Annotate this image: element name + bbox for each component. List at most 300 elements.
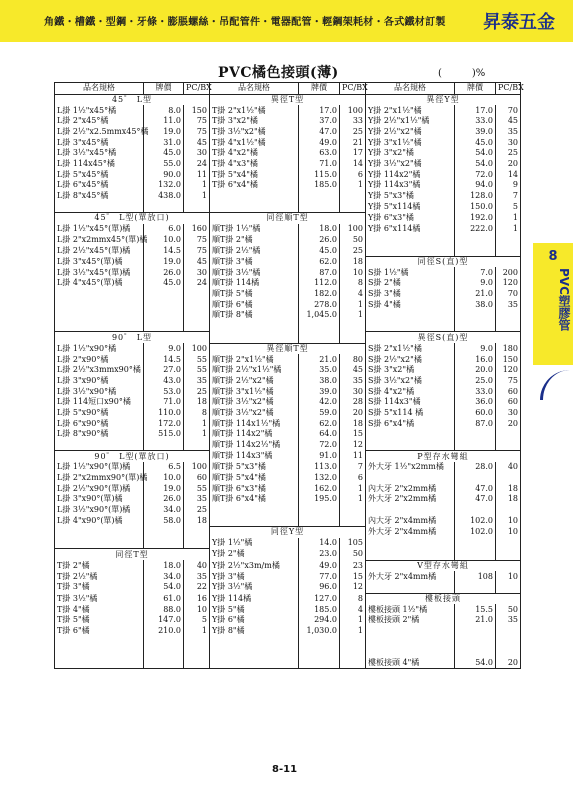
item-name: S掛 2½"x2"橘 bbox=[366, 354, 455, 365]
item-price: 45.0 bbox=[299, 245, 340, 256]
item-name: Y掛 6"x3"橘 bbox=[366, 213, 455, 224]
item-pack: 24 bbox=[184, 159, 210, 170]
item-name: 順T掛 114橘 bbox=[210, 278, 299, 289]
item-price: 38.0 bbox=[299, 376, 340, 387]
empty-cell bbox=[184, 647, 210, 658]
item-name: L掛 6"x90°橘 bbox=[55, 418, 144, 429]
item-pack: 35 bbox=[184, 494, 210, 505]
item-pack: 105 bbox=[340, 538, 366, 549]
item-name: 順T掛 3½"x2"橘 bbox=[210, 408, 299, 419]
item-name bbox=[366, 245, 455, 256]
item-price: 42.0 bbox=[299, 397, 340, 408]
item-price: 294.0 bbox=[299, 615, 340, 626]
table-row bbox=[55, 201, 521, 212]
item-name: 順T掛 2"橘 bbox=[210, 234, 299, 245]
item-price: 45.0 bbox=[144, 148, 184, 159]
item-name: Y掛 2½"x1½"橘 bbox=[366, 116, 455, 127]
item-price: 115.0 bbox=[299, 169, 340, 180]
item-pack: 20 bbox=[496, 159, 521, 170]
item-name: T掛 5"x4"橘 bbox=[210, 169, 299, 180]
empty-cell bbox=[299, 658, 340, 669]
item-pack: 1 bbox=[340, 626, 366, 637]
table-row bbox=[55, 560, 521, 571]
item-price bbox=[144, 321, 184, 332]
section-heading: 異徑Y型 bbox=[366, 94, 521, 105]
table-row bbox=[55, 332, 521, 343]
item-price: 147.0 bbox=[144, 615, 184, 626]
item-pack: 4 bbox=[340, 289, 366, 300]
item-pack: 50 bbox=[496, 604, 521, 615]
table-row bbox=[55, 343, 521, 354]
item-price: 16.0 bbox=[455, 354, 496, 365]
item-name: S掛 6"x4"橘 bbox=[366, 418, 455, 429]
item-name: 順T掛 114x3"橘 bbox=[210, 451, 299, 462]
item-pack: 35 bbox=[496, 299, 521, 310]
item-name bbox=[366, 321, 455, 332]
item-name: T掛 3"x2"橘 bbox=[210, 116, 299, 127]
item-price: 20.0 bbox=[455, 365, 496, 376]
section-tab bbox=[533, 243, 573, 365]
item-pack: 21 bbox=[340, 137, 366, 148]
item-name bbox=[366, 429, 455, 440]
table-row bbox=[55, 289, 521, 300]
empty-cell bbox=[184, 636, 210, 647]
item-price: 185.0 bbox=[299, 604, 340, 615]
item-price: 58.0 bbox=[144, 515, 184, 526]
item-price: 6.0 bbox=[144, 224, 184, 235]
item-pack bbox=[496, 310, 521, 321]
item-price: 34.0 bbox=[144, 571, 184, 582]
item-price: 14.5 bbox=[144, 245, 184, 256]
item-pack: 25 bbox=[340, 127, 366, 138]
item-name bbox=[55, 310, 144, 321]
item-pack: 28 bbox=[340, 397, 366, 408]
item-price: 19.0 bbox=[144, 127, 184, 138]
item-name bbox=[210, 515, 299, 526]
item-name: L掛 5"x90°橘 bbox=[55, 408, 144, 419]
section-number: 8 bbox=[548, 249, 558, 264]
item-pack: 100 bbox=[184, 343, 210, 354]
header-name: 品名規格 bbox=[210, 83, 299, 95]
item-pack: 25 bbox=[340, 245, 366, 256]
item-price bbox=[299, 515, 340, 526]
item-price: 77.0 bbox=[299, 571, 340, 582]
item-pack: 18 bbox=[184, 515, 210, 526]
item-pack: 60 bbox=[496, 386, 521, 397]
item-pack bbox=[496, 234, 521, 245]
item-name bbox=[366, 538, 455, 549]
item-pack: 11 bbox=[340, 451, 366, 462]
item-pack: 30 bbox=[496, 408, 521, 419]
item-name: T掛 2½"橘 bbox=[55, 571, 144, 582]
item-price bbox=[144, 538, 184, 549]
item-price: 17.0 bbox=[299, 105, 340, 116]
item-price: 11.0 bbox=[144, 116, 184, 127]
table-row bbox=[55, 626, 521, 637]
item-pack bbox=[496, 538, 521, 549]
item-price: 108 bbox=[455, 571, 496, 582]
table-row bbox=[55, 647, 521, 658]
item-price: 38.0 bbox=[455, 299, 496, 310]
item-pack: 60 bbox=[496, 397, 521, 408]
section-heading: 同徑S(直)型 bbox=[366, 256, 521, 267]
table-row bbox=[55, 658, 521, 669]
item-pack: 20 bbox=[340, 408, 366, 419]
item-pack bbox=[184, 310, 210, 321]
section-heading: 樓板接頭 bbox=[366, 593, 521, 604]
item-pack: 24 bbox=[184, 278, 210, 289]
item-name: L掛 3½"x90°橘 bbox=[55, 386, 144, 397]
item-name: T掛 2"橘 bbox=[55, 560, 144, 571]
item-name bbox=[210, 201, 299, 212]
item-name: L掛 6"x45°橘 bbox=[55, 180, 144, 191]
brand-name: 昇泰五金 bbox=[483, 12, 555, 33]
item-price bbox=[455, 234, 496, 245]
item-name: S掛 4"橘 bbox=[366, 299, 455, 310]
item-pack: 18 bbox=[340, 418, 366, 429]
item-name: L掛 3½"x90°(單)橘 bbox=[55, 505, 144, 516]
item-pack: 60 bbox=[184, 473, 210, 484]
item-pack: 14 bbox=[340, 159, 366, 170]
section-heading: P型存水彎組 bbox=[366, 451, 521, 462]
item-price: 26.0 bbox=[299, 234, 340, 245]
item-pack: 9 bbox=[496, 180, 521, 191]
item-name: 順T掛 2½"x2"橘 bbox=[210, 376, 299, 387]
item-name: 順T掛 6"橘 bbox=[210, 299, 299, 310]
item-name: Y掛 3½"橘 bbox=[210, 582, 299, 593]
item-name bbox=[366, 626, 455, 637]
item-pack: 12 bbox=[340, 440, 366, 451]
item-price: 278.0 bbox=[299, 299, 340, 310]
item-name: L掛 2"x90°橘 bbox=[55, 354, 144, 365]
item-name: T掛 3½"橘 bbox=[55, 593, 144, 604]
table-row bbox=[55, 169, 521, 180]
price-table-body bbox=[55, 83, 524, 669]
header-pack: PC/BX bbox=[184, 83, 210, 95]
item-pack: 11 bbox=[184, 169, 210, 180]
item-price bbox=[455, 473, 496, 484]
item-price: 26.0 bbox=[144, 267, 184, 278]
item-price: 54.0 bbox=[455, 148, 496, 159]
item-name: Y掛 3½"x2"橘 bbox=[366, 159, 455, 170]
empty-cell bbox=[340, 647, 366, 658]
item-name: L掛 3"x45°(單)橘 bbox=[55, 256, 144, 267]
item-name: S掛 3"橘 bbox=[366, 289, 455, 300]
table-row bbox=[55, 137, 521, 148]
item-name: Y掛 2"x1½"橘 bbox=[366, 105, 455, 116]
item-name: 順T掛 6"x3"橘 bbox=[210, 483, 299, 494]
item-price bbox=[144, 527, 184, 538]
table-row bbox=[55, 571, 521, 582]
table-row bbox=[55, 604, 521, 615]
item-pack: 20 bbox=[496, 418, 521, 429]
item-pack: 30 bbox=[340, 386, 366, 397]
section-heading: 45゜ L型 bbox=[55, 94, 210, 105]
table-row bbox=[55, 234, 521, 245]
table-row bbox=[55, 451, 521, 462]
item-pack bbox=[496, 549, 521, 560]
item-pack: 30 bbox=[184, 148, 210, 159]
item-price: 7.0 bbox=[455, 267, 496, 278]
header-name: 品名規格 bbox=[366, 83, 455, 95]
item-price: 21.0 bbox=[455, 289, 496, 300]
item-price: 195.0 bbox=[299, 494, 340, 505]
table-row bbox=[55, 256, 521, 267]
item-pack bbox=[496, 473, 521, 484]
item-pack: 70 bbox=[496, 289, 521, 300]
table-row bbox=[55, 386, 521, 397]
item-pack: 120 bbox=[496, 365, 521, 376]
item-price: 14.0 bbox=[299, 538, 340, 549]
empty-cell bbox=[340, 658, 366, 669]
item-price bbox=[299, 332, 340, 343]
item-pack: 35 bbox=[340, 376, 366, 387]
item-name: L掛 4"x90°(單)橘 bbox=[55, 515, 144, 526]
item-pack: 15 bbox=[340, 571, 366, 582]
item-price: 222.0 bbox=[455, 224, 496, 235]
item-pack: 1 bbox=[184, 429, 210, 440]
item-pack: 7 bbox=[496, 191, 521, 202]
table-row bbox=[55, 94, 521, 105]
section-heading: 同徑Y型 bbox=[210, 527, 366, 538]
item-price: 49.0 bbox=[299, 560, 340, 571]
item-name bbox=[210, 332, 299, 343]
item-price bbox=[299, 505, 340, 516]
item-price: 21.0 bbox=[455, 615, 496, 626]
item-price bbox=[455, 538, 496, 549]
item-pack: 80 bbox=[340, 354, 366, 365]
item-price: 47.0 bbox=[299, 127, 340, 138]
empty-cell bbox=[210, 658, 299, 669]
item-pack: 200 bbox=[496, 267, 521, 278]
empty-cell bbox=[144, 636, 184, 647]
item-name: 順T掛 8"橘 bbox=[210, 310, 299, 321]
item-pack bbox=[496, 647, 521, 658]
item-pack: 1 bbox=[340, 310, 366, 321]
item-pack: 35 bbox=[496, 615, 521, 626]
item-pack: 25 bbox=[496, 148, 521, 159]
item-price: 31.0 bbox=[144, 137, 184, 148]
item-pack bbox=[496, 321, 521, 332]
header-pack: PC/BX bbox=[496, 83, 521, 95]
item-pack: 25 bbox=[184, 505, 210, 516]
item-name: T掛 4"x2"橘 bbox=[210, 148, 299, 159]
item-name: 順T掛 3"x1½"橘 bbox=[210, 386, 299, 397]
item-price: 60.0 bbox=[455, 408, 496, 419]
item-pack: 40 bbox=[184, 560, 210, 571]
item-name: 順T掛 3½"x2"橘 bbox=[210, 397, 299, 408]
item-name: L掛 114短口x90°橘 bbox=[55, 397, 144, 408]
item-price: 23.0 bbox=[299, 549, 340, 560]
item-name bbox=[366, 647, 455, 658]
item-price: 33.0 bbox=[455, 116, 496, 127]
item-name: L掛 3½"x45°橘 bbox=[55, 148, 144, 159]
section-heading: 45゜ L型(單放口) bbox=[55, 213, 210, 224]
item-name: Y掛 114x2"橘 bbox=[366, 169, 455, 180]
item-price: 47.0 bbox=[455, 494, 496, 505]
item-price bbox=[455, 582, 496, 593]
item-pack bbox=[184, 321, 210, 332]
item-price: 182.0 bbox=[299, 289, 340, 300]
item-name: S掛 3½"x2"橘 bbox=[366, 376, 455, 387]
item-price: 62.0 bbox=[299, 418, 340, 429]
item-price: 9.0 bbox=[455, 278, 496, 289]
item-pack: 18 bbox=[496, 483, 521, 494]
item-price: 96.0 bbox=[299, 582, 340, 593]
item-name: Y掛 1½"橘 bbox=[210, 538, 299, 549]
item-price: 45.0 bbox=[144, 278, 184, 289]
item-price: 128.0 bbox=[455, 191, 496, 202]
item-name: Y掛 6"x114橘 bbox=[366, 224, 455, 235]
table-row bbox=[55, 615, 521, 626]
item-price: 63.0 bbox=[299, 148, 340, 159]
item-price bbox=[144, 201, 184, 212]
item-pack: 150 bbox=[496, 354, 521, 365]
table-row bbox=[55, 224, 521, 235]
item-pack: 45 bbox=[184, 256, 210, 267]
item-name: 外大牙 2"x4mm橘 bbox=[366, 571, 455, 582]
empty-cell bbox=[184, 658, 210, 669]
item-pack bbox=[496, 505, 521, 516]
item-price: 17.0 bbox=[455, 105, 496, 116]
item-pack: 35 bbox=[184, 376, 210, 387]
item-price: 102.0 bbox=[455, 515, 496, 526]
table-row bbox=[55, 105, 521, 116]
table-row bbox=[55, 515, 521, 526]
item-price: 43.0 bbox=[144, 376, 184, 387]
item-pack: 30 bbox=[496, 137, 521, 148]
item-price bbox=[455, 321, 496, 332]
item-pack: 7 bbox=[340, 462, 366, 473]
item-name: L掛 2"x2mmx45°(單)橘 bbox=[55, 234, 144, 245]
table-row bbox=[55, 213, 521, 224]
item-pack: 1 bbox=[184, 626, 210, 637]
item-name: S掛 4"x2"橘 bbox=[366, 386, 455, 397]
section-heading: 同徑T型 bbox=[55, 549, 210, 560]
item-price: 9.0 bbox=[144, 343, 184, 354]
item-name: Y掛 2½"x2"橘 bbox=[366, 127, 455, 138]
item-pack: 8 bbox=[340, 593, 366, 604]
item-name bbox=[366, 310, 455, 321]
header-name: 品名規格 bbox=[55, 83, 144, 95]
table-row bbox=[55, 321, 521, 332]
section-heading: 異徑T型 bbox=[210, 94, 366, 105]
table-row bbox=[55, 116, 521, 127]
empty-cell bbox=[55, 647, 144, 658]
item-pack: 17 bbox=[340, 148, 366, 159]
item-pack: 75 bbox=[184, 116, 210, 127]
table-row bbox=[55, 505, 521, 516]
item-pack bbox=[496, 582, 521, 593]
item-price: 33.0 bbox=[455, 386, 496, 397]
item-price bbox=[144, 310, 184, 321]
item-price: 15.5 bbox=[455, 604, 496, 615]
item-pack: 16 bbox=[184, 593, 210, 604]
item-name: 內大牙 2"x4mm橘 bbox=[366, 515, 455, 526]
item-pack bbox=[340, 191, 366, 202]
item-price bbox=[455, 636, 496, 647]
item-name: T掛 3"橘 bbox=[55, 582, 144, 593]
item-name: L掛 3"x45°橘 bbox=[55, 137, 144, 148]
item-name bbox=[366, 234, 455, 245]
item-name: L掛 1½"x45°(單)橘 bbox=[55, 224, 144, 235]
section-label: PVC塑膠管 bbox=[557, 268, 571, 331]
item-name: 順T掛 114x2½"橘 bbox=[210, 440, 299, 451]
item-name: L掛 3½"x45°(單)橘 bbox=[55, 267, 144, 278]
item-name bbox=[55, 289, 144, 300]
item-name: 外大牙 2"x4mm橘 bbox=[366, 527, 455, 538]
discount-open: ( bbox=[438, 68, 442, 79]
item-price bbox=[299, 201, 340, 212]
item-name: 順T掛 2½"橘 bbox=[210, 245, 299, 256]
table-row bbox=[55, 593, 521, 604]
item-name: Y掛 5"橘 bbox=[210, 604, 299, 615]
item-price: 132.0 bbox=[299, 473, 340, 484]
item-pack: 10 bbox=[496, 527, 521, 538]
item-price: 71.0 bbox=[299, 159, 340, 170]
empty-cell bbox=[299, 636, 340, 647]
item-pack: 75 bbox=[496, 376, 521, 387]
item-pack: 1 bbox=[340, 494, 366, 505]
item-price: 18.0 bbox=[299, 224, 340, 235]
item-pack: 35 bbox=[184, 571, 210, 582]
header-price: 牌價 bbox=[299, 83, 340, 95]
item-name: 順T掛 5"橘 bbox=[210, 289, 299, 300]
item-pack bbox=[496, 626, 521, 637]
item-name bbox=[55, 527, 144, 538]
page-title: PVC橘色接頭(薄) bbox=[218, 65, 339, 81]
item-price: 54.0 bbox=[455, 658, 496, 669]
item-name: T掛 5"橘 bbox=[55, 615, 144, 626]
item-price: 438.0 bbox=[144, 191, 184, 202]
item-price: 87.0 bbox=[299, 267, 340, 278]
table-row bbox=[55, 462, 521, 473]
table-row bbox=[55, 267, 521, 278]
item-price: 9.0 bbox=[455, 343, 496, 354]
item-pack: 10 bbox=[184, 604, 210, 615]
item-name: L掛 1½"x90°橘 bbox=[55, 343, 144, 354]
item-pack: 1 bbox=[340, 483, 366, 494]
item-pack: 55 bbox=[184, 483, 210, 494]
item-name: L掛 2½"x90°(單)橘 bbox=[55, 483, 144, 494]
item-price bbox=[299, 191, 340, 202]
item-price bbox=[455, 245, 496, 256]
item-pack: 100 bbox=[340, 105, 366, 116]
item-price: 162.0 bbox=[299, 483, 340, 494]
table-row bbox=[55, 354, 521, 365]
item-name: L掛 1½"x90°(單)橘 bbox=[55, 462, 144, 473]
item-pack: 1 bbox=[340, 615, 366, 626]
item-price bbox=[455, 626, 496, 637]
item-pack: 1 bbox=[184, 418, 210, 429]
item-name: 樓板接頭 1½"橘 bbox=[366, 604, 455, 615]
item-pack: 15 bbox=[340, 429, 366, 440]
item-name: S掛 114x3"橘 bbox=[366, 397, 455, 408]
item-price: 102.0 bbox=[455, 527, 496, 538]
item-name: L掛 2"x2mmx90°(單)橘 bbox=[55, 473, 144, 484]
item-pack: 18 bbox=[184, 397, 210, 408]
item-price bbox=[455, 310, 496, 321]
item-price: 1,045.0 bbox=[299, 310, 340, 321]
item-price: 14.5 bbox=[144, 354, 184, 365]
item-price: 47.0 bbox=[455, 483, 496, 494]
item-price: 35.0 bbox=[299, 365, 340, 376]
item-name: L掛 2"x45°橘 bbox=[55, 116, 144, 127]
item-price: 112.0 bbox=[299, 278, 340, 289]
table-row bbox=[55, 180, 521, 191]
item-price: 10.0 bbox=[144, 234, 184, 245]
item-name: T掛 6"x4"橘 bbox=[210, 180, 299, 191]
